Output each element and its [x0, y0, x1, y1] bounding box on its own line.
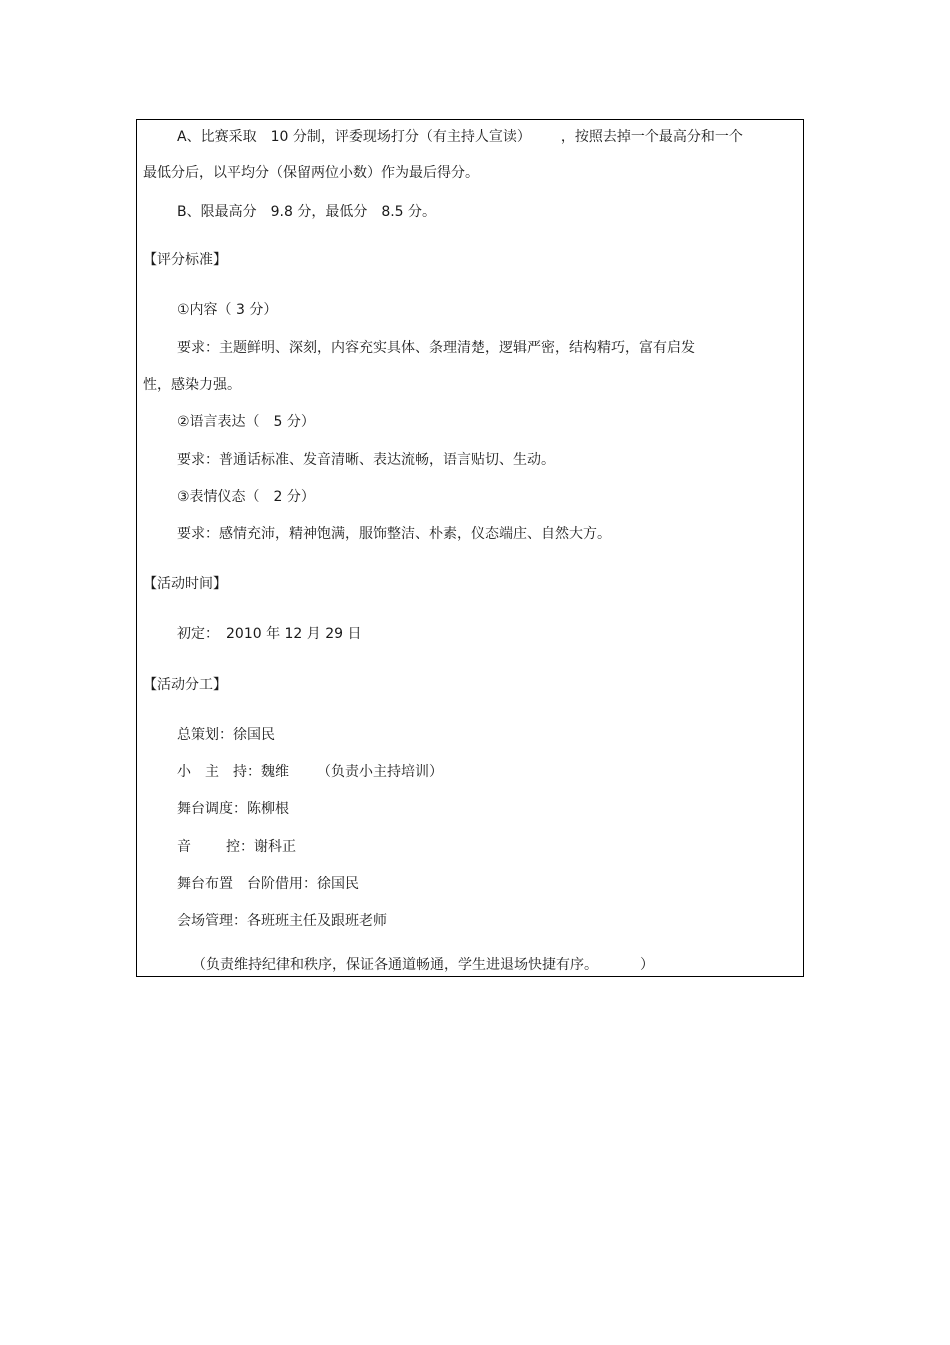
division-host: [177, 763, 443, 781]
criteria-content-req-line1: 要求：主题鲜明、深刻，内容充实具体、条理清楚，逻辑严密，结构精巧，富有启发: [177, 340, 695, 356]
schedule-heading: 【活动时间】: [143, 576, 227, 592]
rule-a-part2: ，按照去掉一个最高分和一个: [560, 129, 743, 145]
criteria-manner-req: 要求：感情充沛，精神饱满，服饰整洁、朴素，仪态端庄、自然大方。: [177, 526, 611, 542]
schedule-date: 初定： 2010 年 12 月 29 日: [177, 626, 362, 642]
criteria-language-req: 要求：普通话标准、发音清晰、表达流畅，语言贴切、生动。: [177, 452, 555, 468]
criteria-manner-title: ③表情仪态（ 2 分）: [177, 489, 315, 505]
division-stage-director: 舞台调度：陈柳根: [177, 801, 289, 817]
rule-b: B、限最高分 9.8 分，最低分 8.5 分。: [177, 204, 437, 220]
division-venue-management: 会场管理：各班班主任及跟班老师: [177, 913, 387, 929]
rule-a-line1: [177, 128, 743, 146]
division-host-note: （负责小主持培训）: [317, 764, 443, 780]
division-venue-note-close: ）: [640, 957, 654, 973]
division-stage-setup: 舞台布置 台阶借用：徐国民: [177, 876, 359, 892]
criteria-heading: 【评分标准】: [143, 252, 227, 268]
division-venue-note-text: （负责维持纪律和秩序，保证各通道畅通，学生进退场快捷有序。: [192, 957, 598, 973]
criteria-language-title: ②语言表达（ 5 分）: [177, 414, 315, 430]
division-sound-label: 音: [177, 839, 191, 855]
criteria-content-req-line2: 性，感染力强。: [143, 377, 241, 393]
rule-a-part1: A、比赛采取 10 分制，评委现场打分（有主持人宣读）: [177, 129, 531, 145]
division-venue-note: [192, 956, 654, 974]
criteria-content-title: ①内容（ 3 分）: [177, 302, 278, 318]
division-sound: [177, 838, 296, 856]
division-heading: 【活动分工】: [143, 677, 227, 693]
division-sound-value: 控：谢科正: [226, 839, 296, 855]
division-host-label: 小 主 持：魏维: [177, 764, 289, 780]
division-planner: 总策划：徐国民: [177, 727, 275, 743]
rule-a-line2: 最低分后，以平均分（保留两位小数）作为最后得分。: [143, 165, 479, 181]
